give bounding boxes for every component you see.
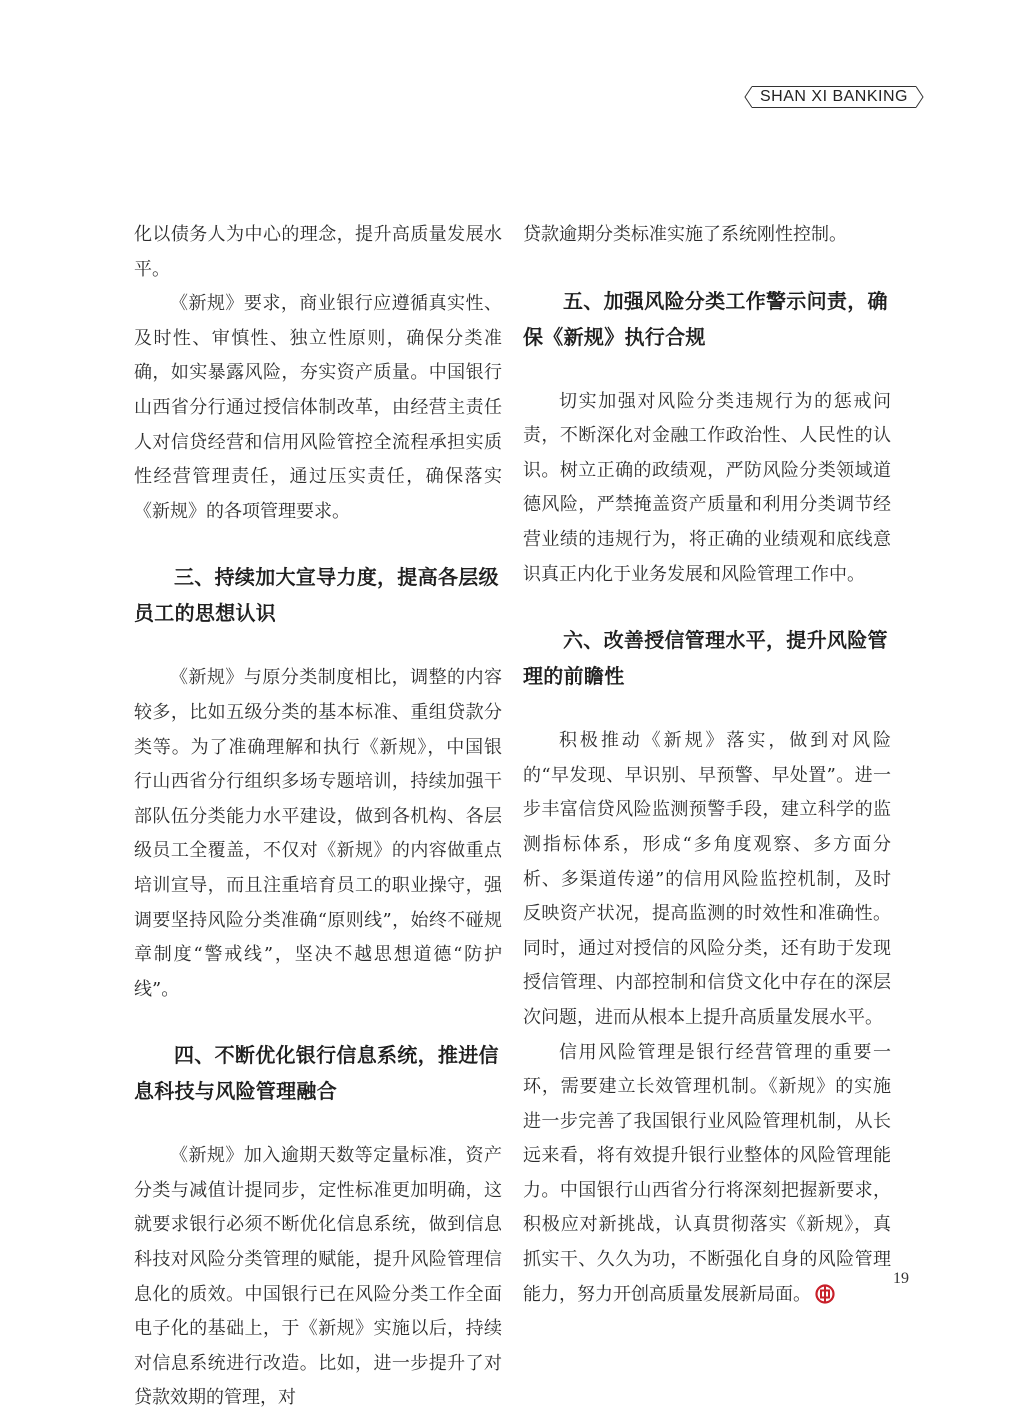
continued-paragraph: 化以债务人为中心的理念，提升高质量发展水平。 bbox=[134, 224, 502, 280]
section-heading-5: 五、加强风险分类工作警示问责，确保《新规》执行合规 bbox=[523, 288, 888, 349]
body-paragraph: 《新规》要求，商业银行应遵循真实性、及时性、审慎性、独立性原则，确保分类准确，如实暴露风险，夯实资产质量。中国银行山西省分行通过授信体制改革，由经营主责任人对信贷经营和信用风险管控全流程承担实质性经营管理责任，通过压实责任，确保落实《新规》的各项管理要求。 bbox=[134, 293, 502, 522]
section-heading-6: 六、改善授信管理水平，提升风险管理的前瞻性 bbox=[523, 628, 888, 689]
body-paragraph: 切实加强对风险分类违规行为的惩戒问责，不断深化对金融工作政治性、人民性的认识。树立正确的政绩观，严防风险分类领域道德风险，严禁掩盖资产质量和利用分类调节经营业绩的违规行为，将正确的业绩观和底线意识真正内化于业务发展和风险管理工作中。 bbox=[523, 390, 891, 585]
tag-right-bracket-icon bbox=[916, 86, 924, 108]
magazine-section-title: SHAN XI BANKING bbox=[760, 88, 908, 105]
section-heading-3: 三、持续加大宣导力度，提高各层级员工的思想认识 bbox=[134, 565, 499, 626]
body-paragraph: 积极推动《新规》落实，做到对风险的“早发现、早识别、早预警、早处置”。进一步丰富信贷风险监测预警手段，建立科学的监测指标体系，形成“多角度观察、多方面分析、多渠道传递”的信用风险监控机制，及时反映资产状况，提高监测的时效性和准确性。同时，通过对授信的风险分类，还有助于发现授信管理、内部控制和信贷文化中存在的深层次问题，进而从根本上提升高质量发展水平。 bbox=[523, 730, 891, 1028]
closing-paragraph bbox=[523, 1036, 891, 1313]
continued-paragraph: 贷款逾期分类标准实施了系统刚性控制。 bbox=[523, 224, 847, 245]
closing-paragraph-text: 信用风险管理是银行经营管理的重要一环，需要建立长效管理机制。《新规》的实施进一步完善了我国银行业风险管理机制，从长远来看，将有效提升银行业整体的风险管理能力。中国银行山西省分行将深刻把握新要求，积极应对新挑战，认真贯彻落实《新规》，真抓实干、久久为功，不断强化自身的风险管理能力，努力开创高质量发展新局面。 bbox=[523, 1041, 891, 1305]
right-column bbox=[523, 218, 891, 1312]
bank-logo-end-icon bbox=[815, 1284, 835, 1304]
page-number: 19 bbox=[893, 1270, 909, 1287]
section-heading-4: 四、不断优化银行信息系统，推进信息科技与风险管理融合 bbox=[134, 1043, 499, 1104]
left-column bbox=[134, 218, 502, 1416]
magazine-section-tag bbox=[752, 86, 916, 108]
tag-left-bracket-icon bbox=[744, 86, 752, 108]
body-paragraph: 《新规》与原分类制度相比，调整的内容较多，比如五级分类的基本标准、重组贷款分类等。为了准确理解和执行《新规》，中国银行山西省分行组织多场专题培训，持续加强干部队伍分类能力水平建设，做到各机构、各层级员工全覆盖，不仅对《新规》的内容做重点培训宣导，而且注重培育员工的职业操守，强调要坚持风险分类准确“原则线”，始终不碰规章制度“警戒线”，坚决不越思想道德“防护线”。 bbox=[134, 667, 502, 1000]
body-paragraph: 《新规》加入逾期天数等定量标准，资产分类与减值计提同步，定性标准更加明确，这就要求银行必须不断优化信息系统，做到信息科技对风险分类管理的赋能，提升风险管理信息化的质效。中国银行已在风险分类工作全面电子化的基础上，于《新规》实施以后，持续对信息系统进行改造。比如，进一步提升了对贷款效期的管理，对 bbox=[134, 1145, 502, 1409]
